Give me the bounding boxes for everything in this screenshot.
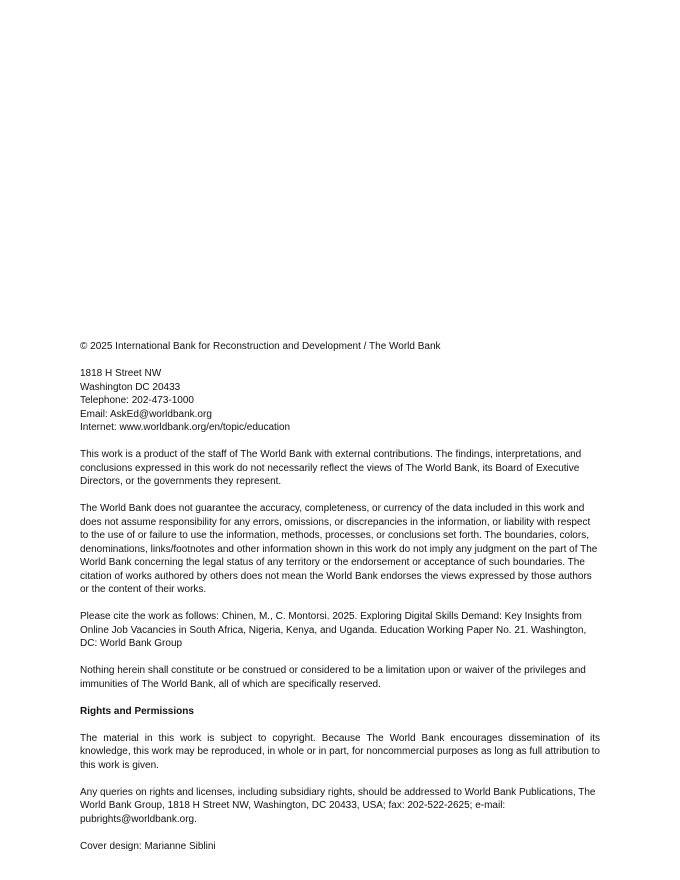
address-telephone: Telephone: 202-473-1000 xyxy=(80,395,194,406)
guarantee-disclaimer: The World Bank does not guarantee the accuracy, completeness, or currency of the data included in this work and does not assume responsibility for any errors, omissions, or discrepancies in the information, or liability with respect to the use of or failure to use the information, methods, processes, or conclusions set forth. The boundaries, colors, denominations, links/footnotes and other information shown in this work do not imply any judgment on the part of The World Bank concerning the legal status of any territory or the endorsement or acceptance of such boundaries. The citation of works authored by others does not mean the World Bank endorses the views expressed by those authors or the content of their works. xyxy=(80,503,598,595)
rights-copyright-text: The material in this work is subject to copyright. Because The World Bank encourages dissemination of its knowledge, this work may be reproduced, in whole or in part, for noncommercial purposes as long as full attribution to this work is given. xyxy=(80,732,600,771)
address-block xyxy=(80,367,600,435)
privileges-paragraph: Nothing herein shall constitute or be construed or considered to be a limitation upon or waiver of the privileges and immunities of The World Bank, all of which are specifically reserved. xyxy=(80,665,586,690)
address-internet: Internet: www.worldbank.org/en/topic/education xyxy=(80,422,291,433)
address-city: Washington DC 20433 xyxy=(80,381,181,393)
address-email: Email: AskEd@worldbank.org xyxy=(80,408,212,420)
rights-heading: Rights and Permissions xyxy=(80,705,194,717)
cover-design-credit: Cover design: Marianne Siblini xyxy=(80,840,216,852)
address-street: 1818 H Street NW xyxy=(80,368,162,379)
citation-paragraph: Please cite the work as follows: Chinen, M., C. Montorsi. 2025. Exploring Digital Skills Demand: Key Insights from Online Job Vacancies in South Africa, Nigeria, Kenya, and Uganda. Education Working Paper No. 21. Washington, DC: World Bank Group xyxy=(80,611,587,649)
copyright-line: © 2025 International Bank for Reconstruction and Development / The World Bank xyxy=(80,341,441,352)
rights-queries: Any queries on rights and licenses, including subsidiary rights, should be addressed to World Bank Publications, The World Bank Group, 1818 H Street NW, Washington, DC 20433, USA; fax: 202-522-2625; e-mail: pubrights@worldbank.org. xyxy=(80,786,596,825)
product-disclaimer: This work is a product of the staff of The World Bank with external contributions. The findings, interpretations, and conclusions expressed in this work do not necessarily reflect the views of The World Bank, its Board of Executive Directors, or the governments they represent. xyxy=(80,449,582,487)
copyright-page xyxy=(80,340,600,853)
